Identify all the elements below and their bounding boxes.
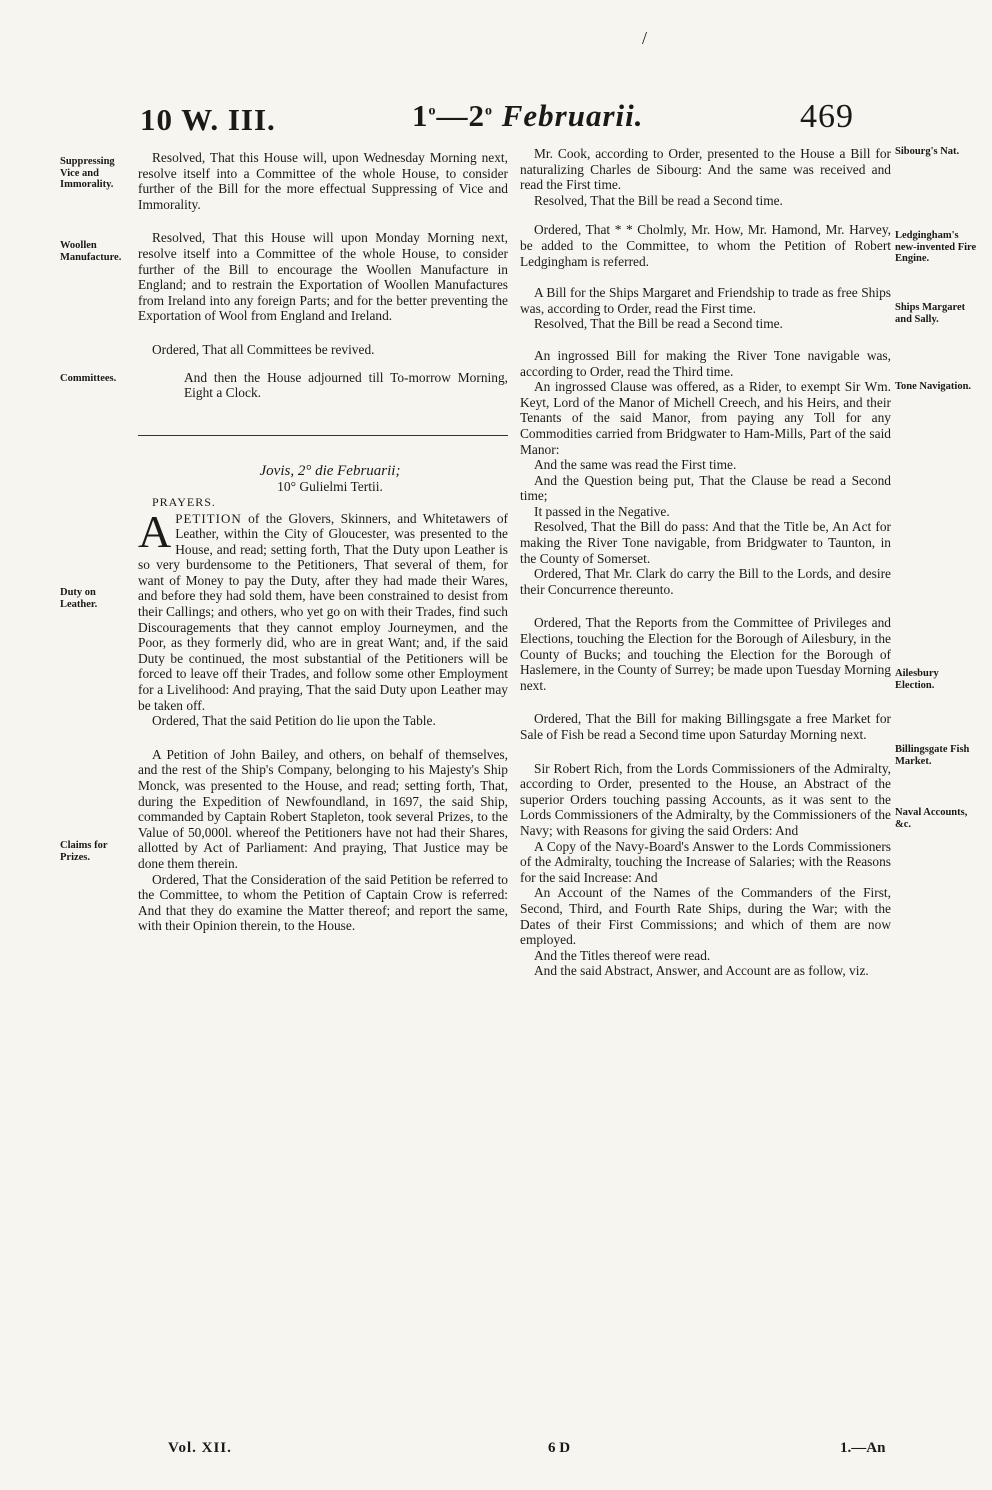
margin-note-billingsgate: Billingsgate Fish Market. xyxy=(895,744,970,767)
margin-note-naval: Naval Accounts, &c. xyxy=(895,807,968,830)
margin-note-ledgingham: Ledgingham's new-invented Fire Engine. xyxy=(895,230,977,264)
entry-admiralty-abstract: Sir Robert Rich, from the Lords Commissioners of the Admiralty, according to Order, presented to the House, an Abstract of the superior Orders touching passing Accounts, as it was sent to the Lords Commissioners of the Admiralty, by the Commissioners of the Navy; with Reasons for giving the said Orders: And xyxy=(520,760,891,838)
entry-ships-resolution: Resolved, That the Bill be read a Second time. xyxy=(534,316,783,332)
header-mark: / xyxy=(642,28,648,48)
margin-note-tone: Tone Navigation. xyxy=(895,381,972,392)
margin-note-ailesbury: Ailesbury Election. xyxy=(895,668,939,691)
entry-committees-order: Ordered, That all Committees be revived. xyxy=(152,341,375,357)
entry-billingsgate-order: Ordered, That the Bill for making Billingsgate a free Market for Sale of Fish be read a Second time upon Saturday Morning next. xyxy=(520,711,891,742)
entry-tone-clause: An ingrossed Clause was offered, as a Rider, to exempt Sir Wm. Keyt, Lord of the Manor of Michell Creech, and his Heirs, and their Tenants of the said Manor, from paying any Toll for any Commodities carried from Bridgwater to Ham-Mills, Part of the said Manor: xyxy=(520,379,891,457)
entry-tone-pass: Resolved, That the Bill do pass: And that the Title be, An Act for making the River Tone navigable, from Bridgwater to Taunton, in the County of Somerset. xyxy=(520,519,891,566)
entry-tone-question: And the Question being put, That the Clause be read a Second time; xyxy=(520,472,891,504)
entry-tone-lords: Ordered, That Mr. Clark do carry the Bill to the Lords, and desire their Concurrence thereunto. xyxy=(520,566,891,597)
entry-navy-board-answer: A Copy of the Navy-Board's Answer to the Lords Commissioners of the Admiralty, touching the Increase of Salaries; with the Reasons for the said Increase: And xyxy=(520,838,891,885)
volume-footer: Vol. XII. xyxy=(168,1440,232,1456)
entry-adjournment: And then the House adjourned till To-morrow Morning, Eight a Clock. xyxy=(184,369,508,401)
entry-tone-bill: An ingrossed Bill for making the River Tone navigable was, according to Order, read the Third time. xyxy=(520,347,891,379)
margin-note-committees: Committees. xyxy=(60,373,117,384)
prayers-heading: PRAYERS. xyxy=(152,494,216,509)
sitting-regnal-heading: 10° Gulielmi Tertii. xyxy=(277,479,383,495)
entry-woollen-resolution: Resolved, That this House will upon Monday Morning next, resolve itself into a Committee of the whole House, to consider further of the Bill to encourage the Woollen Manufacture in England; and to restrain the Exportation of Woollen Manufactures from Ireland into any foreign Parts; and for the better preventing the Exportation of Wool from England and Ireland. xyxy=(138,230,508,324)
entry-election-reports: Ordered, That the Reports from the Committee of Privileges and Elections, touching the Election for the Borough of Ailesbury, in the County of Bucks; and touching the Election for the Borough of Haslemere, in the County of Surrey; be made upon Tuesday Morning next. xyxy=(520,615,891,693)
margin-note-sibourg: Sibourg's Nat. xyxy=(895,146,960,157)
entry-sibourg-resolution: Resolved, That the Bill be read a Second time. xyxy=(534,192,783,208)
drop-capital: A xyxy=(138,505,172,557)
entry-commanders-account: An Account of the Names of the Commanders of the First, Second, Third, and Fourth Rate Ships, during the War; with the Dates of their First Commissions; and which of them are now employed. xyxy=(520,885,891,948)
entry-tone-first-reading: And the same was read the First time. xyxy=(534,457,737,473)
entry-leather-order: Ordered, That the said Petition do lie upon the Table. xyxy=(152,713,436,729)
entry-vice-resolution: Resolved, That this House will, upon Wednesday Morning next, resolve itself into a Committee of the whole House, to consider further of the Bill for the more effectual Suppressing of Vice and Immorality. xyxy=(138,150,508,212)
signature-mark: 6 D xyxy=(548,1440,571,1456)
entry-bailey-order: Ordered, That the Consideration of the said Petition be referred to the Committee, to whom the Petition of Captain Crow is referred: And that they do examine the Matter thereof; and report the same, with their Opinion therein, to the House. xyxy=(138,871,508,934)
margin-note-woollen: Woollen Manufacture. xyxy=(60,240,122,263)
entry-ledgingham-order: Ordered, That * * Cholmly, Mr. How, Mr. Hamond, Mr. Harvey, be added to the Committee, to whom the Petition of Robert Ledgingham is referred. xyxy=(520,222,891,269)
margin-note-leather: Duty on Leather. xyxy=(60,587,98,610)
left-column xyxy=(138,150,508,934)
date-range-header: 1$^o$—2$^o$ Februarii. xyxy=(412,98,644,133)
entry-bailey-petition: A Petition of John Bailey, and others, on behalf of themselves, and the rest of the Ship's Company, belonging to his Majesty's Ship Monck, was presented to the House, and read; setting forth, That, during the Expedition of Newfoundland, in 1697, the said Ship, commanded by Captain Robert Stapleton, took several Prizes, to the Value of 50,000l. whereof the Petitioners have not had their Shares, allotted by Act of Parliament: And praying, That Justice may be done them therein. xyxy=(138,746,508,871)
margin-note-prizes: Claims for Prizes. xyxy=(60,840,108,863)
regnal-year-header: 10 W. III. xyxy=(140,102,276,137)
catchword: 1.—An xyxy=(840,1440,886,1456)
sitting-date-heading: Jovis, 2° die Februarii; xyxy=(259,462,401,479)
right-column xyxy=(520,146,891,979)
margin-note-vice: Suppressing Vice and Immorality. xyxy=(60,156,115,190)
margin-note-ships: Ships Margaret and Sally. xyxy=(895,302,966,325)
entry-tone-negative: It passed in the Negative. xyxy=(534,503,670,519)
entry-sibourg-bill: Mr. Cook, according to Order, presented to the House a Bill for naturalizing Charles de Sibourg: And the same was received and read the First time. xyxy=(520,146,891,193)
page-number: 469 xyxy=(800,98,854,135)
section-divider xyxy=(138,435,508,436)
entry-ships-bill: A Bill for the Ships Margaret and Friendship to trade as free Ships was, according to Order, read the First time. xyxy=(520,285,891,316)
entry-leather-petition: APETITION of the Glovers, Skinners, and Whitetawers of Leather, within the City of Gloucester, was presented to the House, and read; setting forth, That the Duty upon Leather is so very burdensome to the Petitioners, That several of them, for want of Money to pay the Duty, after they had made their Wares, and before they had sold them, have been constrained to desist from their Callings; and others, who yet go on with their Trades, find such Discouragements that they cannot employ Journeymen, and the Poor, as they formerly did, who are in great Want; and, if the said Duty be continued, the most substantial of the Petitioners will be forced to leave off their Trades, and follow some other Employment for a Livelihood: And praying, That the said Duty upon Leather may be taken off. xyxy=(138,505,508,713)
entry-as-follow: And the said Abstract, Answer, and Account are as follow, viz. xyxy=(534,963,869,979)
entry-titles-read: And the Titles thereof were read. xyxy=(534,947,711,963)
